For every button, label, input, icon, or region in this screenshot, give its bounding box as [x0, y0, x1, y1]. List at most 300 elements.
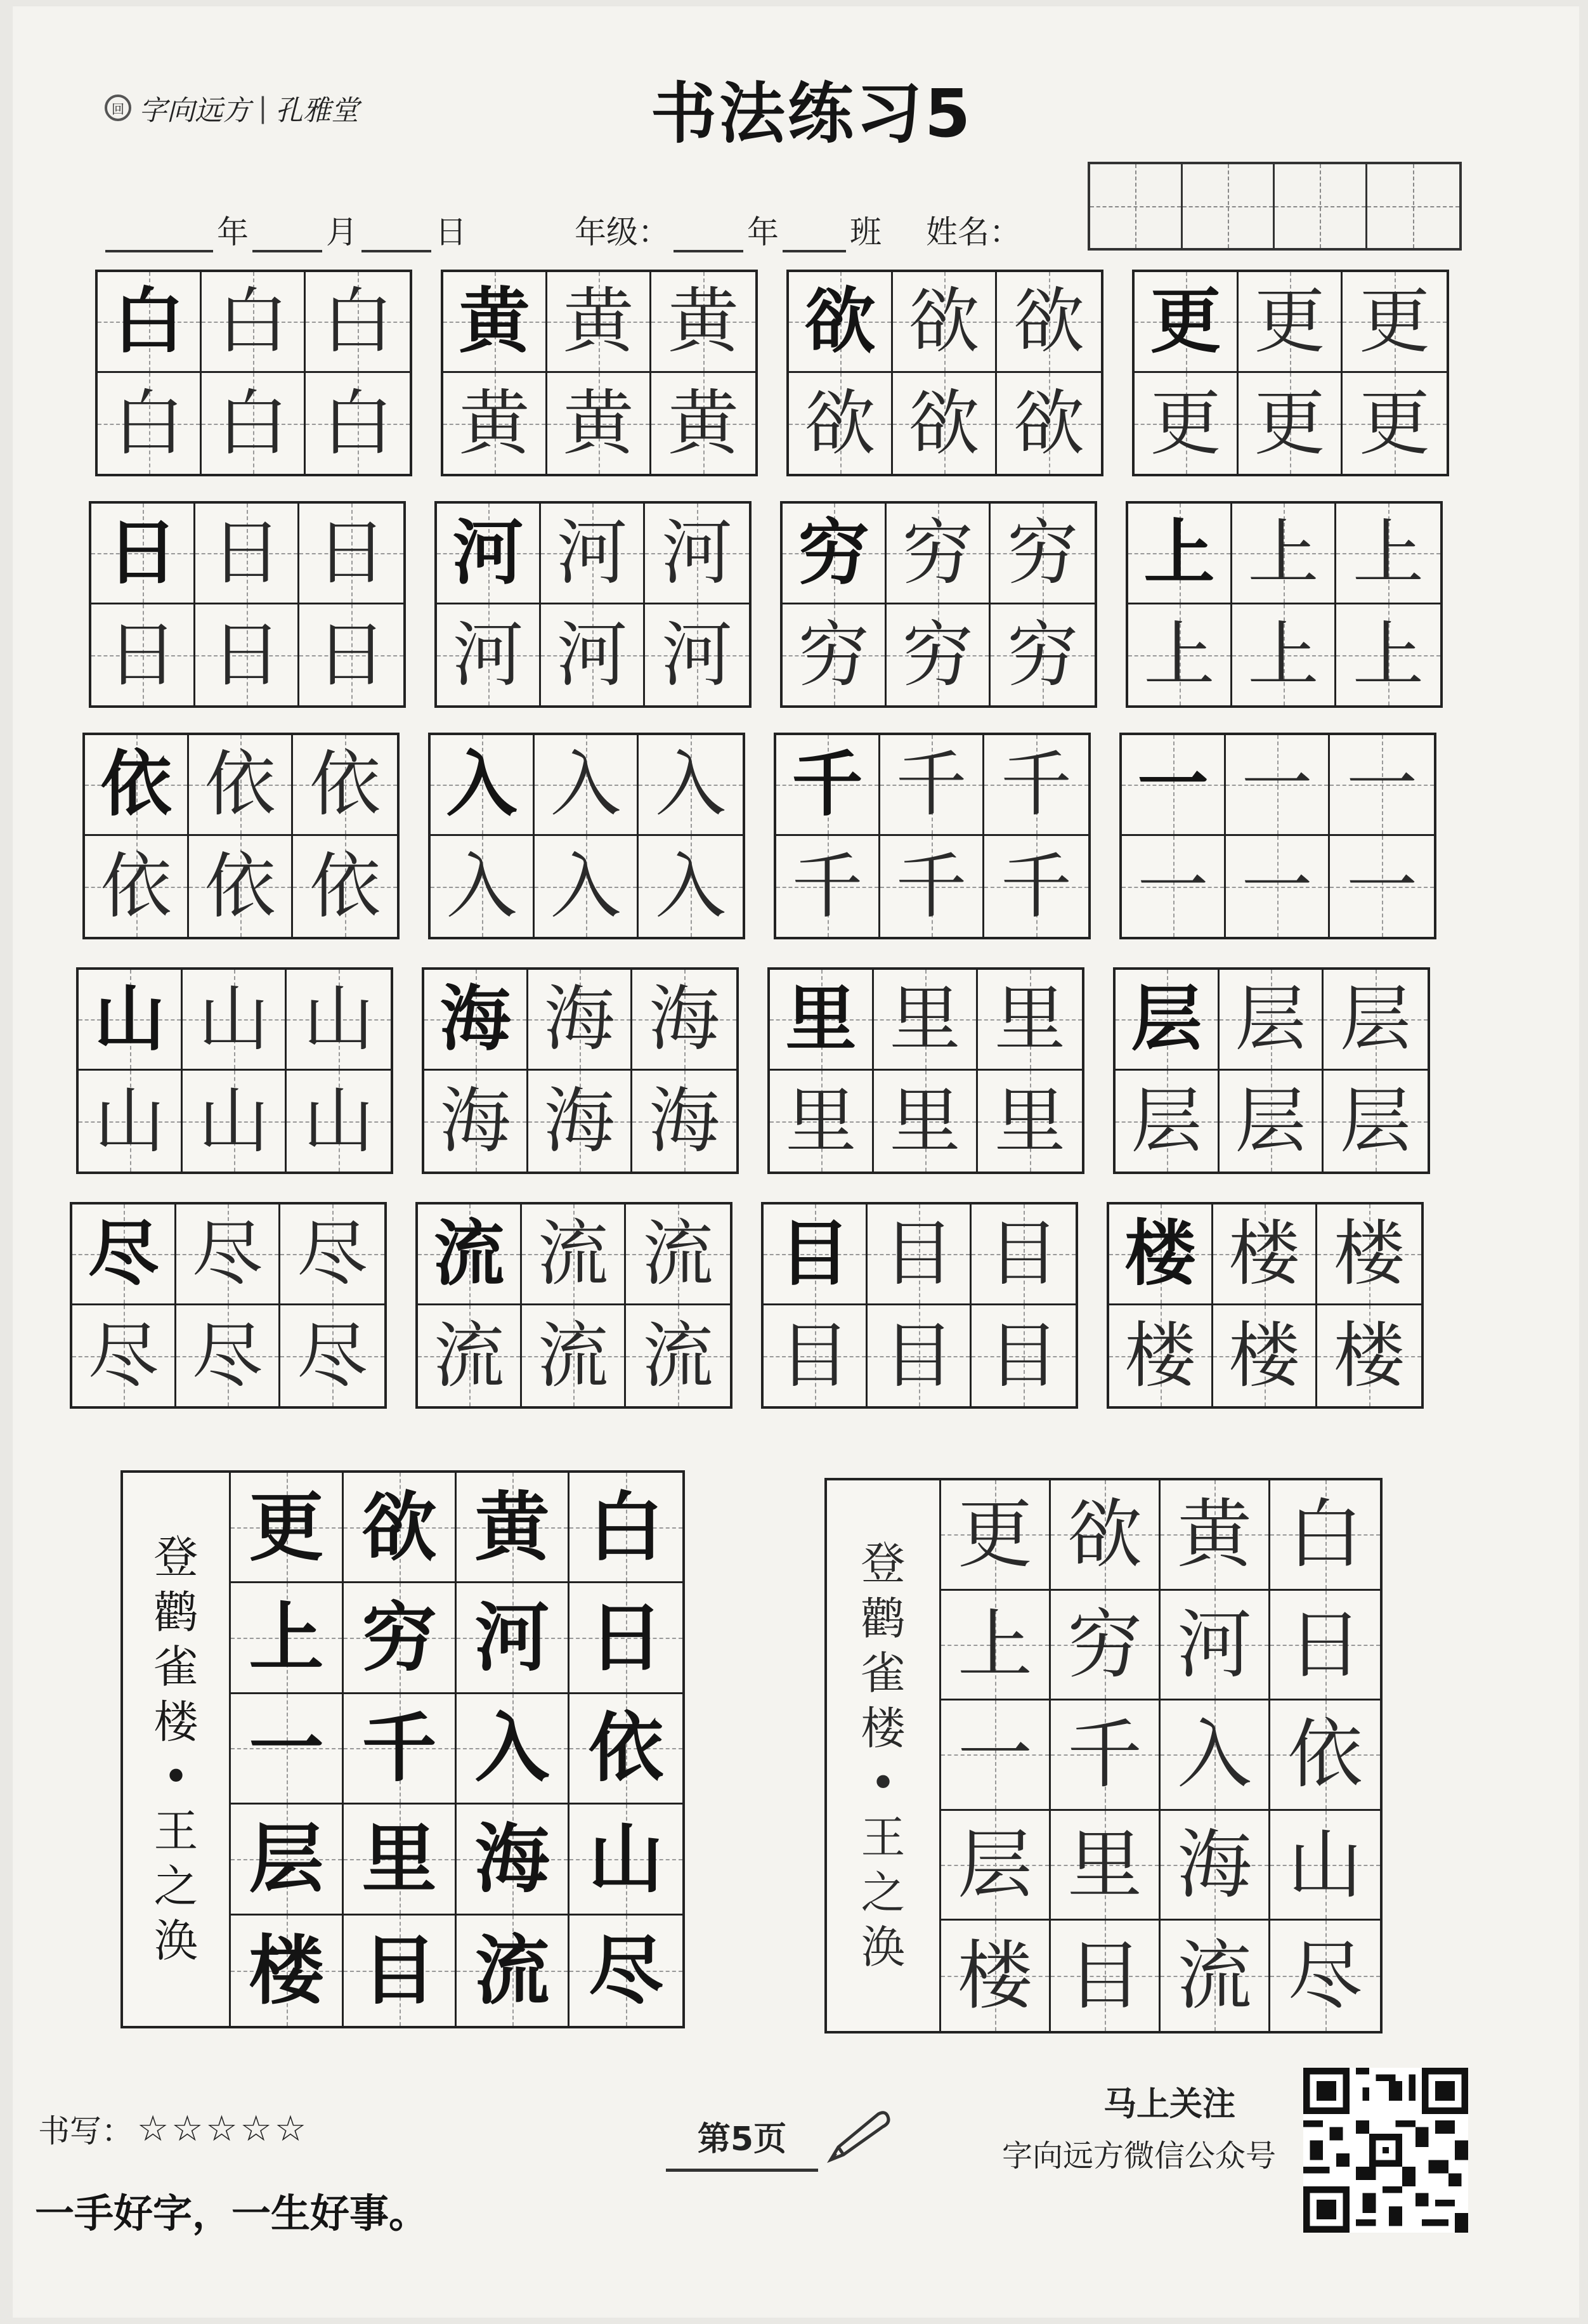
practice-cell[interactable] — [183, 970, 287, 1071]
poem-character: 一 — [249, 1704, 324, 1792]
poem-cell[interactable] — [1161, 1811, 1268, 1921]
poem-cell[interactable] — [1051, 1591, 1159, 1701]
practice-block — [441, 270, 758, 476]
poem-cell[interactable] — [569, 1583, 682, 1694]
practice-cell[interactable] — [887, 604, 991, 705]
poem-character: 楼 — [249, 1926, 324, 2014]
poem-title-char: • — [869, 1757, 897, 1809]
practice-character: 海 — [543, 978, 615, 1061]
practice-character: 海 — [439, 977, 511, 1061]
practice-character: 日 — [316, 613, 387, 696]
practice-character: 黄 — [563, 280, 634, 363]
class-label: 班 — [850, 214, 882, 251]
practice-cell[interactable] — [1336, 604, 1440, 705]
practice-cell[interactable] — [972, 1204, 1076, 1305]
practice-cell[interactable] — [287, 970, 391, 1071]
practice-character: 里 — [889, 978, 961, 1061]
practice-cell[interactable] — [651, 272, 755, 373]
practice-character: 尽 — [192, 1314, 263, 1397]
practice-character: 欲 — [908, 382, 980, 465]
practice-character: 楼 — [1334, 1314, 1405, 1397]
practice-character: 流 — [642, 1213, 713, 1295]
practice-character: 穷 — [1007, 512, 1078, 594]
practice-block — [89, 501, 406, 708]
practice-cell[interactable] — [547, 373, 651, 474]
practice-cell[interactable] — [1330, 836, 1434, 937]
practice-cell[interactable] — [443, 272, 547, 373]
practice-character: 山 — [94, 1080, 166, 1163]
practice-block — [767, 967, 1084, 1174]
practice-cell[interactable] — [85, 735, 189, 836]
grade-year-label: 年 — [747, 214, 779, 251]
practice-cell[interactable] — [79, 970, 183, 1071]
poem-cell[interactable] — [344, 1473, 455, 1583]
practice-cell[interactable] — [783, 604, 887, 705]
practice-cell[interactable] — [645, 604, 749, 705]
poem-cell[interactable] — [1161, 1701, 1268, 1811]
practice-cell[interactable] — [1239, 272, 1343, 373]
practice-character: 里 — [994, 1080, 1065, 1163]
year-blank[interactable] — [105, 214, 213, 252]
practice-character: 尽 — [192, 1213, 263, 1295]
practice-character: 更 — [1359, 280, 1430, 363]
poem-cell[interactable] — [1270, 1921, 1380, 2031]
practice-cell[interactable] — [874, 970, 978, 1071]
practice-cell[interactable] — [85, 836, 189, 937]
practice-cell[interactable] — [651, 373, 755, 474]
practice-character: 千 — [791, 743, 863, 826]
practice-cell[interactable] — [1213, 1204, 1317, 1305]
practice-cell[interactable] — [874, 1071, 978, 1172]
practice-block — [422, 967, 739, 1174]
practice-cell[interactable] — [437, 604, 541, 705]
practice-character: 河 — [661, 613, 732, 696]
practice-block — [761, 1202, 1078, 1409]
practice-cell[interactable] — [1330, 735, 1434, 836]
practice-cell[interactable] — [1317, 1204, 1421, 1305]
practice-character: 欲 — [804, 280, 876, 363]
poem-title-char: 涣 — [861, 1921, 906, 1974]
practice-cell[interactable] — [72, 1204, 176, 1305]
practice-cell[interactable] — [887, 504, 991, 604]
practice-character: 更 — [1254, 280, 1325, 363]
poem-cell[interactable] — [231, 1583, 342, 1694]
practice-character: 入 — [550, 743, 622, 826]
practice-cell[interactable] — [1128, 604, 1232, 705]
name-cell[interactable] — [1367, 164, 1460, 248]
practice-cell[interactable] — [893, 373, 997, 474]
grade-year-blank[interactable] — [674, 214, 743, 252]
name-cell[interactable] — [1090, 164, 1183, 248]
poem-character: 穷 — [361, 1593, 437, 1682]
star-rating[interactable]: ☆☆☆☆☆ — [137, 2108, 309, 2150]
practice-cell[interactable] — [176, 1305, 280, 1406]
practice-cell[interactable] — [978, 1071, 1082, 1172]
poem-title-char: 楼 — [861, 1702, 906, 1754]
practice-character: 依 — [204, 845, 276, 928]
practice-cell[interactable] — [893, 272, 997, 373]
poem-cell[interactable] — [231, 1694, 342, 1805]
practice-character: 穷 — [798, 511, 869, 594]
practice-cell[interactable] — [1324, 970, 1428, 1071]
practice-cell[interactable] — [176, 1204, 280, 1305]
poem-character: 更 — [249, 1482, 324, 1571]
practice-cell[interactable] — [991, 604, 1095, 705]
practice-cell[interactable] — [1135, 373, 1239, 474]
poem-character: 黄 — [1176, 1491, 1252, 1579]
practice-cell[interactable] — [431, 836, 535, 937]
practice-character: 千 — [895, 845, 967, 928]
poem-character: 山 — [588, 1814, 663, 1903]
poem-cell[interactable] — [1270, 1591, 1380, 1701]
poem-character: 入 — [474, 1704, 550, 1792]
practice-cell[interactable] — [522, 1305, 626, 1406]
poem-cell[interactable] — [569, 1805, 682, 1915]
practice-character: 入 — [446, 743, 517, 826]
practice-character: 目 — [988, 1213, 1059, 1295]
practice-cell[interactable] — [639, 836, 743, 937]
practice-cell[interactable] — [645, 504, 749, 604]
practice-cell[interactable] — [437, 504, 541, 604]
practice-character: 穷 — [1007, 613, 1078, 696]
poem-line-column — [569, 1473, 682, 2026]
poem-character: 层 — [249, 1814, 324, 1903]
poem-cell[interactable] — [457, 1583, 568, 1694]
practice-cell[interactable] — [189, 735, 293, 836]
practice-character: 山 — [303, 978, 374, 1061]
practice-cell[interactable] — [997, 272, 1101, 373]
poem-cell[interactable] — [1051, 1811, 1159, 1921]
logo-text: 字向远方 — [139, 95, 251, 127]
follow-label: 马上关注 — [1103, 2086, 1236, 2124]
poem-grid-printed — [120, 1470, 685, 2028]
practice-cell[interactable] — [1122, 836, 1226, 937]
poem-cell[interactable] — [344, 1694, 455, 1805]
practice-character: 尽 — [297, 1213, 368, 1295]
practice-character: 更 — [1359, 382, 1430, 465]
practice-cell[interactable] — [98, 272, 202, 373]
practice-character: 流 — [537, 1314, 609, 1397]
practice-character: 白 — [113, 382, 185, 465]
practice-character: 白 — [322, 280, 393, 363]
logo-separator: | — [258, 91, 268, 124]
poem-title-char: 之 — [861, 1866, 906, 1919]
practice-cell[interactable] — [789, 272, 893, 373]
practice-character: 海 — [543, 1080, 615, 1163]
practice-cell[interactable] — [443, 373, 547, 474]
poem-title-char: 楼 — [153, 1695, 198, 1748]
practice-character: 目 — [779, 1314, 850, 1397]
practice-cell[interactable] — [1232, 504, 1336, 604]
poem-cell[interactable] — [457, 1916, 568, 2026]
poem-cell[interactable] — [344, 1805, 455, 1915]
month-blank[interactable] — [252, 214, 322, 252]
practice-character: 河 — [556, 613, 628, 696]
practice-cell[interactable] — [1122, 735, 1226, 836]
poem-title-char: • — [162, 1751, 190, 1803]
poem-character: 入 — [1176, 1711, 1252, 1799]
practice-cell[interactable] — [293, 735, 397, 836]
poem-cell[interactable] — [457, 1473, 568, 1583]
poem-cell[interactable] — [1161, 1591, 1268, 1701]
practice-cell[interactable] — [202, 272, 306, 373]
practice-cell[interactable] — [535, 735, 639, 836]
practice-cell[interactable] — [202, 373, 306, 474]
year-label: 年 — [217, 214, 249, 251]
practice-character: 欲 — [1013, 382, 1084, 465]
practice-character: 一 — [1137, 845, 1209, 928]
practice-character: 日 — [107, 511, 178, 594]
poem-character: 依 — [1287, 1711, 1363, 1799]
practice-cell[interactable] — [306, 373, 410, 474]
poem-line-column — [941, 1480, 1051, 2031]
practice-cell[interactable] — [528, 1071, 632, 1172]
poem-character: 山 — [1287, 1821, 1363, 1909]
poem-character: 上 — [957, 1600, 1032, 1688]
practice-cell[interactable] — [1226, 735, 1330, 836]
page-number: 第5页 — [666, 2112, 818, 2172]
practice-cell[interactable] — [632, 1071, 736, 1172]
poem-cell[interactable] — [231, 1805, 342, 1915]
poem-character: 河 — [1176, 1600, 1252, 1688]
poem-cell[interactable] — [941, 1811, 1049, 1921]
practice-cell[interactable] — [1324, 1071, 1428, 1172]
practice-character: 更 — [1150, 280, 1221, 363]
practice-character: 目 — [883, 1213, 954, 1295]
poem-title-char: 登 — [861, 1537, 906, 1590]
practice-cell[interactable] — [183, 1071, 287, 1172]
practice-character: 白 — [322, 382, 393, 465]
poem-title-char: 雀 — [153, 1641, 198, 1694]
poem-character: 尽 — [588, 1926, 663, 2014]
poem-title-char: 鹳 — [861, 1592, 906, 1645]
practice-cell[interactable] — [280, 1204, 384, 1305]
practice-cell[interactable] — [1317, 1305, 1421, 1406]
poem-cell[interactable] — [569, 1916, 682, 2026]
practice-block — [1132, 270, 1449, 476]
poem-cell[interactable] — [1051, 1921, 1159, 2031]
poem-character: 里 — [1067, 1821, 1142, 1909]
practice-character: 欲 — [908, 280, 980, 363]
poem-cell[interactable] — [569, 1694, 682, 1805]
practice-cell[interactable] — [541, 604, 645, 705]
poem-cell[interactable] — [1051, 1480, 1159, 1591]
poem-cell[interactable] — [1270, 1811, 1380, 1921]
practice-character: 楼 — [1124, 1212, 1196, 1295]
practice-block — [82, 733, 400, 939]
poem-cell[interactable] — [457, 1694, 568, 1805]
practice-character: 一 — [1346, 845, 1417, 928]
practice-cell[interactable] — [632, 970, 736, 1071]
poem-cell[interactable] — [457, 1805, 568, 1915]
practice-character: 山 — [198, 978, 270, 1061]
practice-cell[interactable] — [972, 1305, 1076, 1406]
poem-line-column — [1051, 1480, 1161, 2031]
practice-character: 上 — [1143, 613, 1215, 696]
poem-character: 流 — [1176, 1932, 1252, 2020]
practice-cell[interactable] — [997, 373, 1101, 474]
practice-character: 层 — [1340, 1080, 1411, 1163]
practice-cell[interactable] — [770, 1071, 874, 1172]
practice-cell[interactable] — [528, 970, 632, 1071]
practice-cell[interactable] — [418, 1305, 522, 1406]
practice-cell[interactable] — [547, 272, 651, 373]
practice-cell[interactable] — [770, 970, 874, 1071]
practice-cell[interactable] — [764, 1305, 868, 1406]
practice-cell[interactable] — [424, 1071, 528, 1172]
practice-block — [428, 733, 745, 939]
practice-cell[interactable] — [541, 504, 645, 604]
practice-cell[interactable] — [306, 272, 410, 373]
practice-cell[interactable] — [626, 1204, 730, 1305]
class-blank[interactable] — [783, 214, 846, 252]
name-field[interactable] — [1088, 162, 1462, 251]
practice-character: 入 — [446, 845, 517, 928]
practice-cell[interactable] — [72, 1305, 176, 1406]
poem-character: 河 — [474, 1593, 550, 1682]
practice-cell[interactable] — [776, 735, 880, 836]
practice-cell[interactable] — [79, 1071, 183, 1172]
poem-title-char: 鹳 — [153, 1586, 198, 1638]
practice-cell[interactable] — [1109, 1305, 1213, 1406]
practice-character: 流 — [433, 1212, 505, 1295]
practice-cell[interactable] — [764, 1204, 868, 1305]
practice-cell[interactable] — [287, 1071, 391, 1172]
qr-code-icon[interactable] — [1303, 2068, 1468, 2233]
practice-cell[interactable] — [98, 373, 202, 474]
practice-cell[interactable] — [1226, 836, 1330, 937]
practice-cell[interactable] — [195, 604, 299, 705]
poem-cell[interactable] — [344, 1916, 455, 2026]
practice-cell[interactable] — [880, 735, 984, 836]
practice-cell[interactable] — [522, 1204, 626, 1305]
practice-character: 海 — [649, 978, 720, 1061]
poem-character: 日 — [588, 1593, 663, 1682]
practice-character: 楼 — [1334, 1213, 1405, 1295]
practice-cell[interactable] — [984, 836, 1088, 937]
practice-cell[interactable] — [1220, 1071, 1324, 1172]
practice-cell[interactable] — [1128, 504, 1232, 604]
practice-character: 上 — [1353, 512, 1424, 594]
practice-cell[interactable] — [783, 504, 887, 604]
practice-cell[interactable] — [626, 1305, 730, 1406]
brand-logo — [105, 89, 359, 127]
day-label: 日 — [435, 214, 467, 251]
poem-cell[interactable] — [1270, 1701, 1380, 1811]
practice-cell[interactable] — [1135, 272, 1239, 373]
practice-cell[interactable] — [1116, 1071, 1220, 1172]
practice-character: 河 — [661, 512, 732, 594]
practice-cell[interactable] — [639, 735, 743, 836]
practice-character: 更 — [1150, 382, 1221, 465]
practice-cell[interactable] — [1336, 504, 1440, 604]
practice-cell[interactable] — [299, 604, 403, 705]
practice-block — [415, 1202, 732, 1409]
practice-cell[interactable] — [776, 836, 880, 937]
motto-text: 一手好字，一生好事。 — [35, 2190, 429, 2236]
practice-character: 海 — [439, 1080, 511, 1163]
practice-block — [1119, 733, 1436, 939]
practice-character: 上 — [1247, 613, 1319, 696]
practice-cell[interactable] — [1116, 970, 1220, 1071]
poem-character: 目 — [1067, 1932, 1142, 2020]
practice-cell[interactable] — [293, 836, 397, 937]
practice-block — [1126, 501, 1443, 708]
practice-cell[interactable] — [984, 735, 1088, 836]
practice-cell[interactable] — [299, 504, 403, 604]
poem-title-char: 之 — [153, 1860, 198, 1912]
practice-cell[interactable] — [91, 504, 195, 604]
practice-cell[interactable] — [91, 604, 195, 705]
practice-cell[interactable] — [789, 373, 893, 474]
practice-cell[interactable] — [1343, 272, 1447, 373]
practice-cell[interactable] — [868, 1204, 972, 1305]
practice-character: 楼 — [1228, 1213, 1300, 1295]
practice-cell[interactable] — [1232, 604, 1336, 705]
day-blank[interactable] — [361, 214, 431, 252]
practice-cell[interactable] — [991, 504, 1095, 604]
poem-cell[interactable] — [231, 1473, 342, 1583]
poem-cell[interactable] — [941, 1480, 1049, 1591]
poem-character: 黄 — [474, 1482, 550, 1571]
practice-character: 尽 — [88, 1314, 159, 1397]
practice-cell[interactable] — [535, 836, 639, 937]
practice-character: 一 — [1241, 845, 1313, 928]
poem-cell[interactable] — [569, 1473, 682, 1583]
practice-cell[interactable] — [1213, 1305, 1317, 1406]
practice-character: 白 — [217, 382, 289, 465]
poem-cell[interactable] — [344, 1583, 455, 1694]
poem-cell[interactable] — [941, 1591, 1049, 1701]
practice-character: 上 — [1353, 613, 1424, 696]
practice-cell[interactable] — [189, 836, 293, 937]
name-cell[interactable] — [1183, 164, 1275, 248]
poem-cell[interactable] — [941, 1701, 1049, 1811]
practice-character: 楼 — [1228, 1314, 1300, 1397]
practice-cell[interactable] — [1109, 1204, 1213, 1305]
poem-cell[interactable] — [231, 1916, 342, 2026]
poem-cell[interactable] — [941, 1921, 1049, 2031]
practice-cell[interactable] — [424, 970, 528, 1071]
practice-character: 目 — [883, 1314, 954, 1397]
poem-cell[interactable] — [1270, 1480, 1380, 1591]
poem-cell[interactable] — [1051, 1701, 1159, 1811]
practice-cell[interactable] — [195, 504, 299, 604]
name-cell[interactable] — [1275, 164, 1367, 248]
practice-cell[interactable] — [978, 970, 1082, 1071]
practice-cell[interactable] — [880, 836, 984, 937]
practice-character: 目 — [779, 1212, 850, 1295]
poem-character: 白 — [588, 1482, 663, 1571]
practice-character: 楼 — [1124, 1314, 1196, 1397]
practice-cell[interactable] — [418, 1204, 522, 1305]
poem-character: 千 — [1067, 1711, 1142, 1799]
logo-text-secondary: 孔雅堂 — [275, 95, 359, 127]
practice-cell[interactable] — [1239, 373, 1343, 474]
poem-cell[interactable] — [1161, 1480, 1268, 1591]
practice-cell[interactable] — [280, 1305, 384, 1406]
poem-character: 层 — [957, 1821, 1032, 1909]
practice-cell[interactable] — [431, 735, 535, 836]
poem-character: 上 — [249, 1593, 324, 1682]
practice-cell[interactable] — [868, 1305, 972, 1406]
poem-cell[interactable] — [1161, 1921, 1268, 2031]
wechat-account-label: 字向远方微信公众号 — [1002, 2138, 1277, 2174]
practice-cell[interactable] — [1220, 970, 1324, 1071]
practice-character: 千 — [1001, 845, 1072, 928]
practice-character: 层 — [1131, 977, 1202, 1061]
practice-cell[interactable] — [1343, 373, 1447, 474]
